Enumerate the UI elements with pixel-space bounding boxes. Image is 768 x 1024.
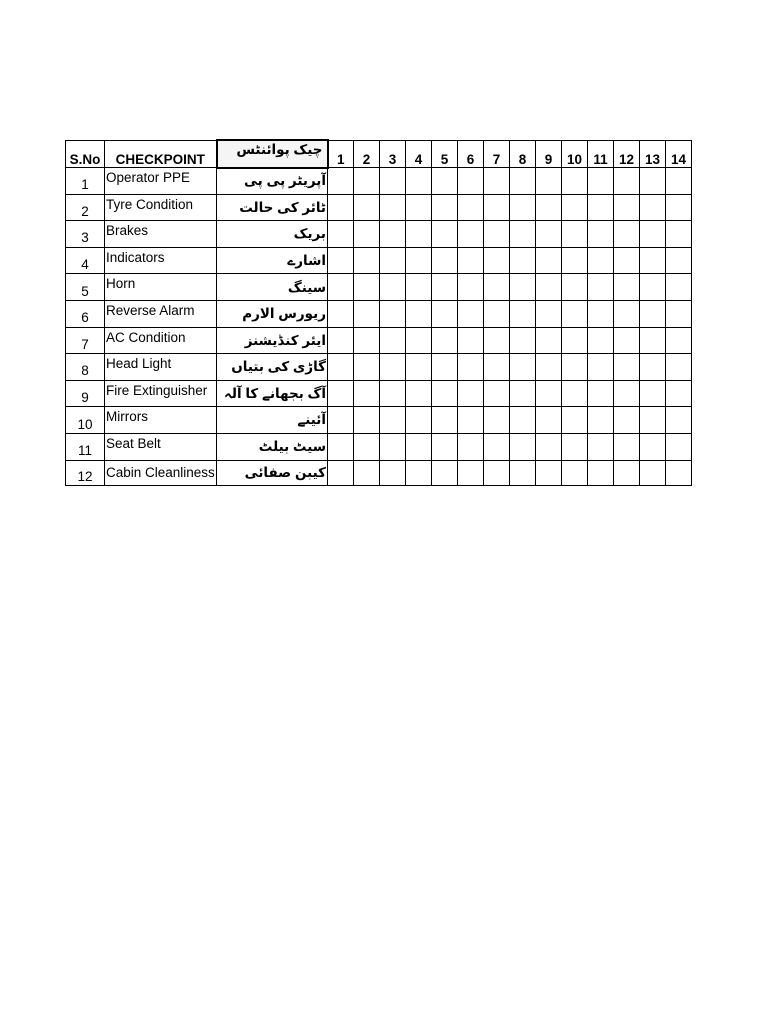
check-cell[interactable] <box>536 274 562 301</box>
checkpoint-english-cell: Brakes <box>105 221 217 248</box>
check-cell[interactable] <box>354 407 380 434</box>
check-cell[interactable] <box>562 274 588 301</box>
check-cell[interactable] <box>484 460 510 486</box>
check-cell[interactable] <box>406 354 432 381</box>
checkpoint-english-cell: Cabin Cleanliness <box>105 460 217 486</box>
check-cell[interactable] <box>484 354 510 381</box>
day-header: 9 <box>536 140 562 168</box>
check-cell[interactable] <box>432 460 458 486</box>
serial-number-cell: 3 <box>66 221 105 248</box>
checkpoint-urdu-cell: ایئر کنڈیشنز <box>217 327 328 354</box>
day-header: 12 <box>614 140 640 168</box>
check-cell[interactable] <box>458 327 484 354</box>
check-cell[interactable] <box>666 434 692 461</box>
check-cell[interactable] <box>432 354 458 381</box>
serial-number-cell: 1 <box>66 168 105 195</box>
check-cell[interactable] <box>458 354 484 381</box>
day-header: 6 <box>458 140 484 168</box>
check-cell[interactable] <box>536 354 562 381</box>
checkpoint-english-cell: AC Condition <box>105 327 217 354</box>
check-cell[interactable] <box>640 460 666 486</box>
check-cell[interactable] <box>640 407 666 434</box>
checkpoint-english-cell: Tyre Condition <box>105 194 217 221</box>
serial-number-cell: 12 <box>66 460 105 486</box>
check-cell[interactable] <box>484 327 510 354</box>
check-cell[interactable] <box>588 380 614 407</box>
check-cell[interactable] <box>380 221 406 248</box>
check-cell[interactable] <box>536 168 562 195</box>
check-cell[interactable] <box>640 327 666 354</box>
check-cell[interactable] <box>432 221 458 248</box>
check-cell[interactable] <box>640 221 666 248</box>
check-cell[interactable] <box>484 301 510 328</box>
urdu-checkpoint-header[interactable]: چیک پوائنٹس <box>217 140 328 168</box>
checkpoint-urdu-cell: آئینے <box>217 407 328 434</box>
check-cell[interactable] <box>406 434 432 461</box>
checkpoint-urdu-cell: آپریٹر پی پی <box>217 168 328 195</box>
check-cell[interactable] <box>640 274 666 301</box>
check-cell[interactable] <box>588 460 614 486</box>
check-cell[interactable] <box>562 194 588 221</box>
checkpoint-urdu-cell: کیبن صفائی <box>217 460 328 486</box>
check-cell[interactable] <box>406 194 432 221</box>
check-cell[interactable] <box>458 434 484 461</box>
check-cell[interactable] <box>458 380 484 407</box>
day-header: 5 <box>432 140 458 168</box>
check-cell[interactable] <box>484 194 510 221</box>
check-cell[interactable] <box>666 194 692 221</box>
checkpoint-english-cell: Head Light <box>105 354 217 381</box>
check-cell[interactable] <box>406 247 432 274</box>
check-cell[interactable] <box>484 247 510 274</box>
check-cell[interactable] <box>640 301 666 328</box>
checkpoint-english-cell: Seat Belt <box>105 434 217 461</box>
check-cell[interactable] <box>328 274 354 301</box>
serial-number-cell: 10 <box>66 407 105 434</box>
checkpoint-urdu-cell: ریورس الارم <box>217 301 328 328</box>
check-cell[interactable] <box>510 407 536 434</box>
table-row <box>66 194 692 221</box>
check-cell[interactable] <box>666 168 692 195</box>
check-cell[interactable] <box>666 274 692 301</box>
check-cell[interactable] <box>614 247 640 274</box>
day-header: 4 <box>406 140 432 168</box>
check-cell[interactable] <box>328 354 354 381</box>
check-cell[interactable] <box>510 168 536 195</box>
check-cell[interactable] <box>406 380 432 407</box>
check-cell[interactable] <box>614 380 640 407</box>
serial-number-cell: 2 <box>66 194 105 221</box>
check-cell[interactable] <box>380 380 406 407</box>
check-cell[interactable] <box>458 194 484 221</box>
check-cell[interactable] <box>380 460 406 486</box>
check-cell[interactable] <box>380 247 406 274</box>
check-cell[interactable] <box>588 301 614 328</box>
check-cell[interactable] <box>432 247 458 274</box>
check-cell[interactable] <box>432 168 458 195</box>
check-cell[interactable] <box>406 168 432 195</box>
check-cell[interactable] <box>562 301 588 328</box>
check-cell[interactable] <box>380 354 406 381</box>
table-row <box>66 434 692 461</box>
check-cell[interactable] <box>510 194 536 221</box>
check-cell[interactable] <box>614 168 640 195</box>
check-cell[interactable] <box>380 407 406 434</box>
check-cell[interactable] <box>510 327 536 354</box>
serial-number-cell: 9 <box>66 380 105 407</box>
check-cell[interactable] <box>536 460 562 486</box>
day-header: 11 <box>588 140 614 168</box>
checkpoint-urdu-cell: گاڑی کی بتیاں <box>217 354 328 381</box>
check-cell[interactable] <box>510 301 536 328</box>
check-cell[interactable] <box>562 354 588 381</box>
checkpoint-urdu-cell: اشارے <box>217 247 328 274</box>
checkpoint-urdu-cell: سیٹ بیلٹ <box>217 434 328 461</box>
table-row <box>66 168 692 195</box>
check-cell[interactable] <box>432 380 458 407</box>
checkpoint-english-cell: Indicators <box>105 247 217 274</box>
check-cell[interactable] <box>458 168 484 195</box>
check-cell[interactable] <box>354 380 380 407</box>
check-cell[interactable] <box>536 327 562 354</box>
check-cell[interactable] <box>328 327 354 354</box>
check-cell[interactable] <box>588 168 614 195</box>
check-cell[interactable] <box>328 434 354 461</box>
check-cell[interactable] <box>614 434 640 461</box>
checkpoint-header: CHECKPOINT <box>105 140 217 168</box>
checkpoint-english-cell: Mirrors <box>105 407 217 434</box>
day-header: 2 <box>354 140 380 168</box>
check-cell[interactable] <box>640 247 666 274</box>
serial-number-cell: 8 <box>66 354 105 381</box>
check-cell[interactable] <box>614 301 640 328</box>
checkpoint-english-cell: Horn <box>105 274 217 301</box>
checklist-table <box>65 139 692 486</box>
check-cell[interactable] <box>458 247 484 274</box>
check-cell[interactable] <box>354 274 380 301</box>
check-cell[interactable] <box>484 434 510 461</box>
check-cell[interactable] <box>640 168 666 195</box>
check-cell[interactable] <box>328 380 354 407</box>
check-cell[interactable] <box>510 221 536 248</box>
check-cell[interactable] <box>562 168 588 195</box>
check-cell[interactable] <box>484 407 510 434</box>
day-header: 8 <box>510 140 536 168</box>
check-cell[interactable] <box>614 327 640 354</box>
checkpoint-english-cell: Reverse Alarm <box>105 301 217 328</box>
day-header: 1 <box>328 140 354 168</box>
check-cell[interactable] <box>354 460 380 486</box>
check-cell[interactable] <box>354 194 380 221</box>
check-cell[interactable] <box>640 194 666 221</box>
check-cell[interactable] <box>536 380 562 407</box>
check-cell[interactable] <box>588 327 614 354</box>
check-cell[interactable] <box>380 194 406 221</box>
check-cell[interactable] <box>510 354 536 381</box>
check-cell[interactable] <box>458 301 484 328</box>
table-row <box>66 380 692 407</box>
check-cell[interactable] <box>328 194 354 221</box>
check-cell[interactable] <box>640 380 666 407</box>
check-cell[interactable] <box>458 274 484 301</box>
day-header: 10 <box>562 140 588 168</box>
check-cell[interactable] <box>614 407 640 434</box>
check-cell[interactable] <box>484 380 510 407</box>
check-cell[interactable] <box>536 301 562 328</box>
checkpoint-urdu-cell: سینگ <box>217 274 328 301</box>
check-cell[interactable] <box>380 168 406 195</box>
check-cell[interactable] <box>614 460 640 486</box>
check-cell[interactable] <box>406 301 432 328</box>
check-cell[interactable] <box>536 194 562 221</box>
check-cell[interactable] <box>484 168 510 195</box>
check-cell[interactable] <box>614 274 640 301</box>
check-cell[interactable] <box>666 247 692 274</box>
check-cell[interactable] <box>666 380 692 407</box>
check-cell[interactable] <box>640 354 666 381</box>
check-cell[interactable] <box>666 354 692 381</box>
check-cell[interactable] <box>588 221 614 248</box>
check-cell[interactable] <box>614 194 640 221</box>
serial-number-cell: 4 <box>66 247 105 274</box>
check-cell[interactable] <box>354 354 380 381</box>
checkpoint-urdu-cell: بریک <box>217 221 328 248</box>
check-cell[interactable] <box>432 274 458 301</box>
table-row <box>66 247 692 274</box>
sno-header: S.No <box>66 140 105 168</box>
checkpoint-english-cell: Fire Extinguisher <box>105 380 217 407</box>
check-cell[interactable] <box>536 221 562 248</box>
check-cell[interactable] <box>354 327 380 354</box>
check-cell[interactable] <box>614 221 640 248</box>
checklist-body <box>66 168 692 486</box>
check-cell[interactable] <box>406 221 432 248</box>
check-cell[interactable] <box>458 221 484 248</box>
check-cell[interactable] <box>406 460 432 486</box>
check-cell[interactable] <box>588 247 614 274</box>
check-cell[interactable] <box>510 380 536 407</box>
check-cell[interactable] <box>562 407 588 434</box>
check-cell[interactable] <box>432 434 458 461</box>
check-cell[interactable] <box>588 407 614 434</box>
check-cell[interactable] <box>640 434 666 461</box>
check-cell[interactable] <box>354 221 380 248</box>
check-cell[interactable] <box>432 301 458 328</box>
check-cell[interactable] <box>354 301 380 328</box>
table-row <box>66 407 692 434</box>
check-cell[interactable] <box>588 194 614 221</box>
check-cell[interactable] <box>406 407 432 434</box>
day-header: 3 <box>380 140 406 168</box>
check-cell[interactable] <box>510 247 536 274</box>
table-row <box>66 221 692 248</box>
day-header: 13 <box>640 140 666 168</box>
serial-number-cell: 11 <box>66 434 105 461</box>
check-cell[interactable] <box>562 380 588 407</box>
check-cell[interactable] <box>666 327 692 354</box>
check-cell[interactable] <box>406 274 432 301</box>
serial-number-cell: 5 <box>66 274 105 301</box>
check-cell[interactable] <box>510 274 536 301</box>
day-header: 14 <box>666 140 692 168</box>
check-cell[interactable] <box>354 434 380 461</box>
check-cell[interactable] <box>614 354 640 381</box>
check-cell[interactable] <box>432 327 458 354</box>
check-cell[interactable] <box>458 460 484 486</box>
check-cell[interactable] <box>588 434 614 461</box>
check-cell[interactable] <box>510 434 536 461</box>
check-cell[interactable] <box>432 194 458 221</box>
check-cell[interactable] <box>536 247 562 274</box>
check-cell[interactable] <box>666 407 692 434</box>
check-cell[interactable] <box>354 168 380 195</box>
check-cell[interactable] <box>562 247 588 274</box>
serial-number-cell: 7 <box>66 327 105 354</box>
check-cell[interactable] <box>432 407 458 434</box>
table-row <box>66 460 692 486</box>
check-cell[interactable] <box>328 301 354 328</box>
check-cell[interactable] <box>562 221 588 248</box>
check-cell[interactable] <box>510 460 536 486</box>
check-cell[interactable] <box>562 460 588 486</box>
check-cell[interactable] <box>666 301 692 328</box>
check-cell[interactable] <box>328 168 354 195</box>
check-cell[interactable] <box>666 460 692 486</box>
check-cell[interactable] <box>328 460 354 486</box>
check-cell[interactable] <box>458 407 484 434</box>
check-cell[interactable] <box>354 247 380 274</box>
check-cell[interactable] <box>484 274 510 301</box>
header-row <box>66 140 692 168</box>
check-cell[interactable] <box>588 274 614 301</box>
checkpoint-english-cell: Operator PPE <box>105 168 217 195</box>
table-row <box>66 301 692 328</box>
check-cell[interactable] <box>536 434 562 461</box>
check-cell[interactable] <box>328 407 354 434</box>
check-cell[interactable] <box>380 274 406 301</box>
check-cell[interactable] <box>562 434 588 461</box>
table-row <box>66 354 692 381</box>
check-cell[interactable] <box>380 434 406 461</box>
check-cell[interactable] <box>666 221 692 248</box>
check-cell[interactable] <box>406 327 432 354</box>
checkpoint-urdu-cell: ٹائر کی حالت <box>217 194 328 221</box>
table-row <box>66 274 692 301</box>
check-cell[interactable] <box>328 221 354 248</box>
checkpoint-urdu-cell: آگ بجھانے کا آلہ <box>217 380 328 407</box>
check-cell[interactable] <box>328 247 354 274</box>
day-header: 7 <box>484 140 510 168</box>
check-cell[interactable] <box>484 221 510 248</box>
serial-number-cell: 6 <box>66 301 105 328</box>
check-cell[interactable] <box>588 354 614 381</box>
check-cell[interactable] <box>536 407 562 434</box>
table-row <box>66 327 692 354</box>
check-cell[interactable] <box>380 301 406 328</box>
check-cell[interactable] <box>562 327 588 354</box>
check-cell[interactable] <box>380 327 406 354</box>
